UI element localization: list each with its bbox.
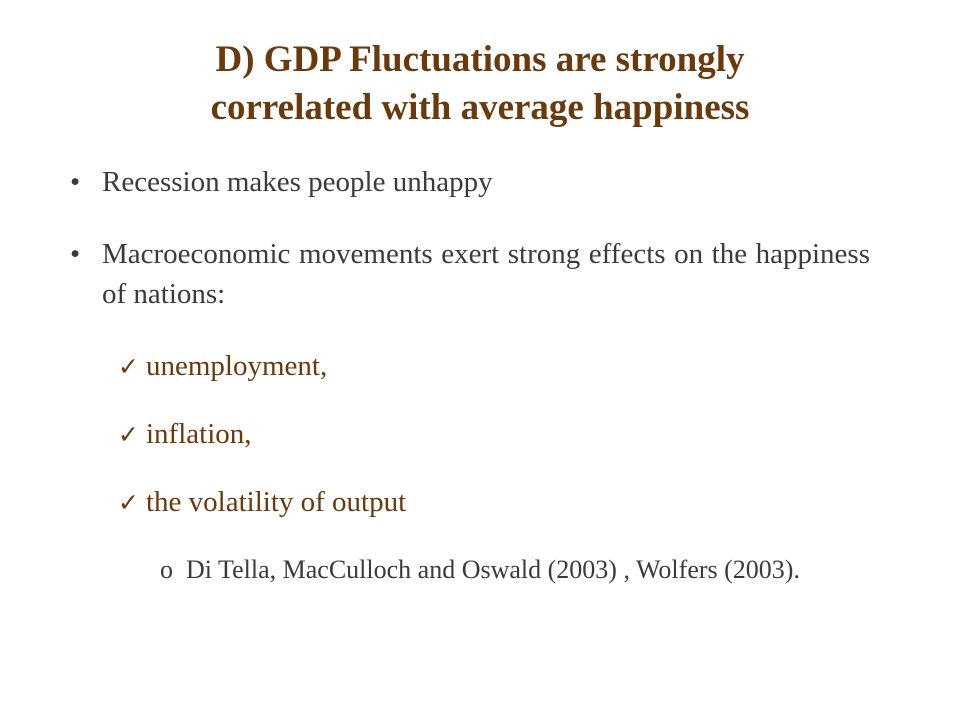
checklist-item <box>118 414 818 455</box>
bullet-text: Macroeconomic movements exert strong effects on the happiness of nations: <box>102 238 870 310</box>
slide-title-line-2: correlated with average happiness <box>210 87 750 128</box>
checkmark-icon: ✓ <box>118 420 139 449</box>
checklist-item-text: the volatility of output <box>146 486 407 518</box>
checklist-item-text: inflation, <box>146 418 252 450</box>
bullet-marker: • <box>70 238 81 270</box>
slide-title <box>90 36 870 132</box>
slide-title-line-1: D) GDP Fluctuations are strongly <box>215 39 745 80</box>
checkmark-icon: ✓ <box>118 488 139 517</box>
bullet-item <box>70 234 870 314</box>
bullet-text: Recession makes people unhappy <box>102 166 493 198</box>
bullet-item <box>70 162 870 202</box>
reference-item <box>160 552 850 588</box>
bullet-marker: • <box>70 166 81 198</box>
checkmark-icon: ✓ <box>118 352 139 381</box>
checklist-item <box>118 482 818 523</box>
sub-bullet-marker: o <box>160 555 173 584</box>
checklist-item <box>118 346 818 387</box>
reference-text: Di Tella, MacCulloch and Oswald (2003) , Wolfers (2003). <box>186 555 800 584</box>
checklist-item-text: unemployment, <box>146 350 328 382</box>
